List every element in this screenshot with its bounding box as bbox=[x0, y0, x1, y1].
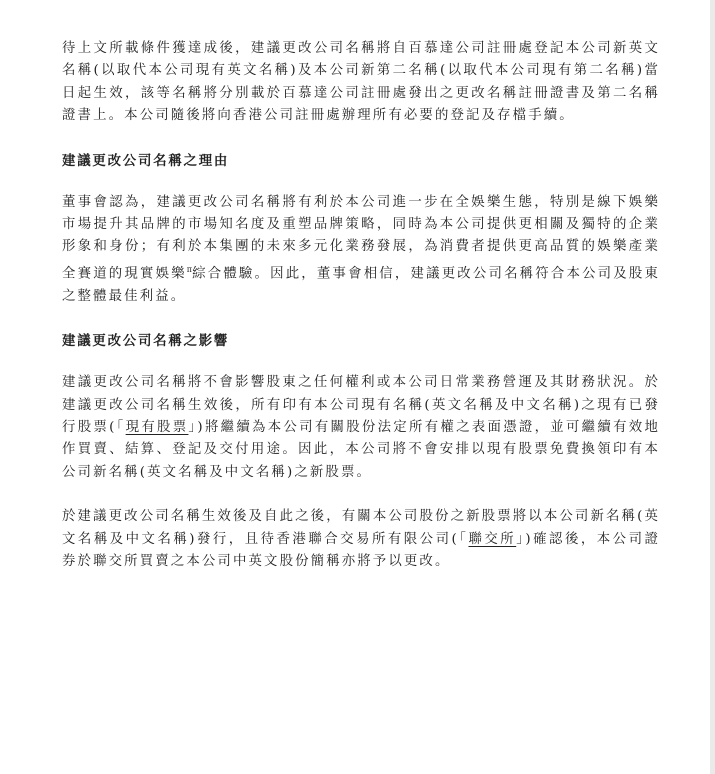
heading-effects: 建議更改公司名稱之影響 bbox=[62, 333, 230, 350]
paragraph-new-certificates bbox=[62, 506, 660, 573]
paragraph-effective-date: 待上文所載條件獲達成後，建議更改公司名稱將自百慕達公司註冊處登記本公司新英文名稱(以取代本公司現有英文名稱)及本公司新第二名稱(以取代本公司現有第二名稱)當日起生效，該等名稱將分別載於百慕達公司註冊處發出之更改名稱註冊證書及第二名稱證書上。本公司隨後將向香港公司註冊處辦理所有必要的登記及存檔手續。 bbox=[62, 41, 660, 124]
paragraph-effects bbox=[62, 372, 660, 484]
paragraph-reasons bbox=[62, 192, 660, 309]
paragraph-reasons-end: 綜合體驗。因此，董事會相信，建議更改公司名稱符合本公司及股東之整體最佳利益。 bbox=[62, 266, 661, 304]
paragraph-new-certificates-text-a: 於建議更改公司名稱生效後及自此之後，有關本公司股份之新股票將以本公司新名稱(英文名稱及中文名稱)發行，且待香港聯合交易所有限公司(「 bbox=[62, 509, 660, 547]
page-edge bbox=[710, 0, 715, 774]
superscript-mark: π bbox=[186, 264, 193, 274]
defined-term-existing-certificates: 現有股票 bbox=[125, 419, 189, 435]
paragraph-new-certificates-text-b: 」)確認後，本公司證券於聯交所買賣之本公司中英文股份簡稱亦將予以更改。 bbox=[62, 531, 661, 569]
paragraph-effects-text-a: 建議更改公司名稱將不會影響股東之任何權利或本公司日常業務營運及其財務狀況。於建議更改公司名稱生效後，所有印有本公司現有名稱(英文名稱及中文名稱)之現有已發行股票(「 bbox=[62, 375, 660, 435]
paragraph-effects-text-b: 」)將繼續為本公司有關股份法定所有權之表面憑證，並可繼續有效地作買賣、結算、登記及交付用途。因此，本公司將不會安排以現有股票免費換領印有本公司新名稱(英文名稱及中文名稱)之新股票。 bbox=[62, 419, 660, 480]
defined-term-stock-exchange: 聯交所 bbox=[468, 531, 517, 547]
paragraph-reasons-text: 董事會認為，建議更改公司名稱將有利於本公司進一步在全娛樂生態，特別是線下娛樂市場提升其品牌的市場知名度及重塑品牌策略，同時為本公司提供更相關及獨特的企業形象和身份；有利於本集團的未來多元化業務發展，為消費者提供更高品質的娛樂產業全賽道的現實娛樂 bbox=[62, 194, 660, 282]
heading-reasons: 建議更改公司名稱之理由 bbox=[62, 152, 230, 169]
